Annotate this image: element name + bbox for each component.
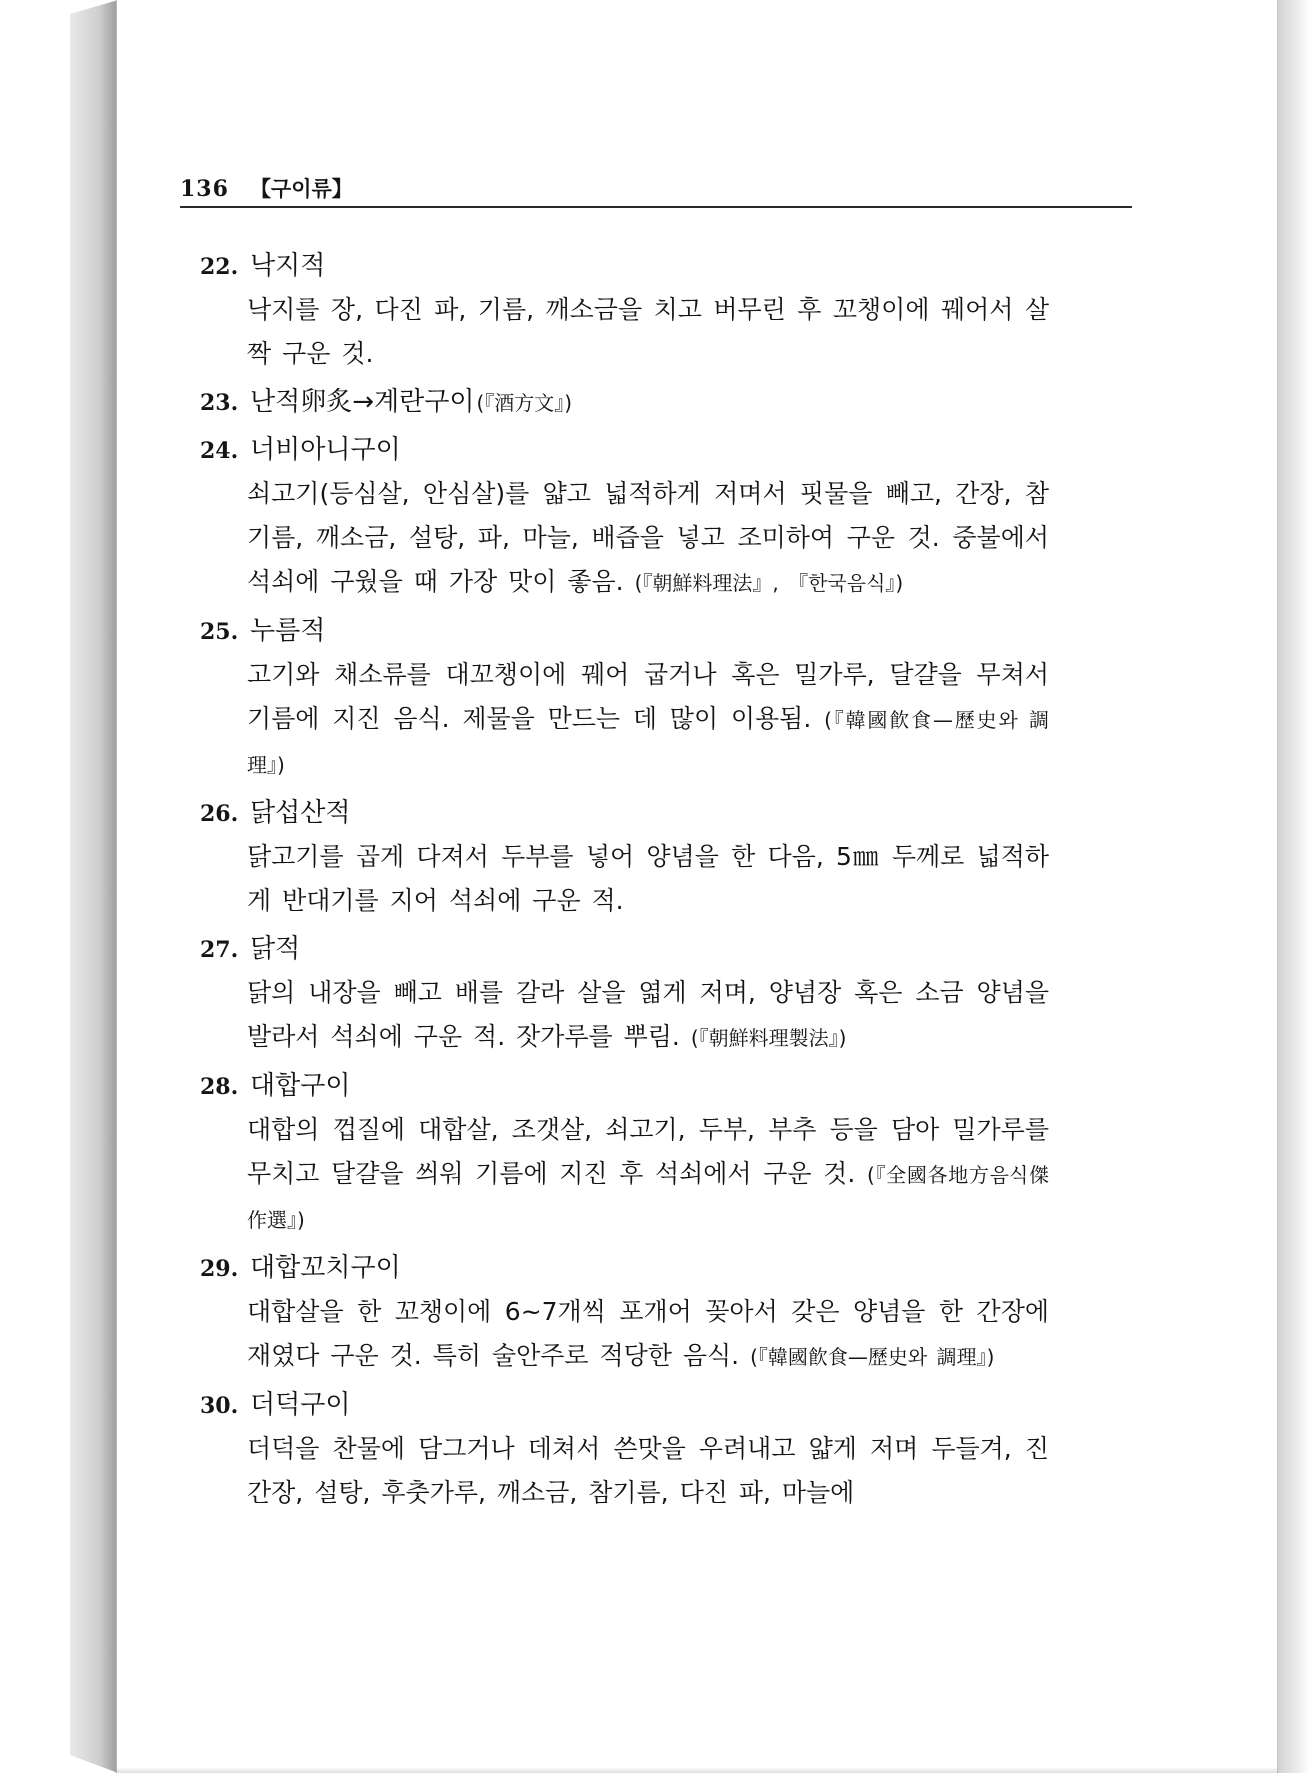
running-header — [180, 172, 1132, 208]
entry-title — [200, 1064, 1132, 1108]
entry-22 — [200, 244, 1132, 376]
entry-description — [247, 653, 1049, 787]
entry-description — [247, 1427, 1049, 1515]
entry-source-ref: (『全國各地方음식傑作選』) — [247, 1163, 1049, 1232]
entry-source-ref: (『韓國飮食—歷史와 調理』) — [750, 1345, 995, 1369]
entry-title — [200, 428, 1132, 472]
entry-description — [247, 472, 1049, 605]
entry-description — [247, 1290, 1049, 1379]
entry-27 — [200, 927, 1132, 1060]
entry-name: 낙지적 — [250, 251, 326, 281]
entry-24 — [200, 428, 1132, 605]
entry-name: 대합꼬치구이 — [250, 1253, 401, 1283]
entry-source-ref: (『韓國飮食—歷史와 調理』) — [247, 708, 1049, 777]
entry-30 — [200, 1383, 1132, 1515]
entry-number: 26. — [200, 801, 239, 827]
entry-name: 더덕구이 — [250, 1390, 351, 1420]
entry-description — [247, 971, 1049, 1060]
entry-description — [247, 288, 1049, 376]
entry-title — [200, 1246, 1132, 1290]
entry-list — [200, 244, 1132, 1519]
entry-25 — [200, 609, 1132, 787]
entry-name: 너비아니구이 — [250, 435, 401, 465]
entry-text: 낙지를 장, 다진 파, 기름, 깨소금을 치고 버무린 후 꼬챙이에 꿰어서 살짝 구운 것. — [247, 295, 1049, 368]
entry-text: 고기와 채소류를 대꼬챙이에 꿰어 굽거나 혹은 밀가루, 달걀을 무쳐서 기름에 지진 음식. 제물을 만드는 데 많이 이용됨. — [247, 660, 1049, 733]
entry-28 — [200, 1064, 1132, 1242]
entry-title — [200, 380, 1132, 424]
entry-text: 쇠고기(등심살, 안심살)를 얇고 넓적하게 저며서 핏물을 빼고, 간장, 참기름, 깨소금, 설탕, 파, 마늘, 배즙을 넣고 조미하여 구운 것. 중불에서 석쇠에 구웠을 때 가장 맛이 좋음. — [247, 479, 1049, 596]
entry-number: 25. — [200, 619, 239, 645]
entry-number: 22. — [200, 254, 239, 280]
entry-number: 23. — [200, 390, 239, 416]
entry-source-ref: (『朝鮮料理製法』) — [690, 1026, 847, 1050]
entry-description — [247, 1108, 1049, 1242]
entry-text: 닭의 내장을 빼고 배를 갈라 살을 엷게 저며, 양념장 혹은 소금 양념을 발라서 석쇠에 구운 적. 잣가루를 뿌림. — [247, 978, 1049, 1051]
entry-number: 24. — [200, 438, 239, 464]
page-stack-edge — [1276, 0, 1309, 1773]
entry-number: 30. — [200, 1393, 239, 1419]
entry-name: 난적卵炙→계란구이 — [250, 387, 475, 417]
entry-title — [200, 1383, 1132, 1427]
page-number: 136 — [180, 176, 229, 202]
entry-source-ref: (『酒方文』) — [476, 391, 573, 415]
entry-name: 누름적 — [250, 616, 326, 646]
entry-name: 닭적 — [250, 934, 301, 964]
entry-title — [200, 609, 1132, 653]
entry-number: 29. — [200, 1256, 239, 1282]
entry-text: 대합살을 한 꼬챙이에 6~7개씩 포개어 꽂아서 갖은 양념을 한 간장에 재였다 구운 것. 특히 술안주로 적당한 음식. — [247, 1297, 1049, 1370]
entry-description — [247, 835, 1049, 923]
entry-title — [200, 927, 1132, 971]
page-bottom-shadow — [116, 1767, 1278, 1773]
entry-name: 닭섭산적 — [250, 798, 351, 828]
entry-name: 대합구이 — [250, 1071, 351, 1101]
entry-text: 대합의 껍질에 대합살, 조갯살, 쇠고기, 두부, 부추 등을 담아 밀가루를 무치고 달걀을 씌워 기름에 지진 후 석쇠에서 구운 것. — [247, 1115, 1049, 1188]
entry-number: 28. — [200, 1074, 239, 1100]
entry-title — [200, 244, 1132, 288]
entry-29 — [200, 1246, 1132, 1379]
entry-23 — [200, 380, 1132, 424]
entry-text: 닭고기를 곱게 다져서 두부를 넣어 양념을 한 다음, 5㎜ 두께로 넓적하게 반대기를 지어 석쇠에 구운 적. — [247, 842, 1049, 915]
entry-number: 27. — [200, 937, 239, 963]
book-spine-edge — [70, 0, 118, 1773]
entry-title — [200, 791, 1132, 835]
entry-26 — [200, 791, 1132, 923]
entry-text: 더덕을 찬물에 담그거나 데쳐서 쓴맛을 우려내고 얇게 저며 두들겨, 진간장, 설탕, 후춧가루, 깨소금, 참기름, 다진 파, 마늘에 — [247, 1434, 1049, 1507]
section-title: 【구이류】 — [249, 177, 353, 201]
entry-source-ref: (『朝鮮料理法』, 『한국음식』) — [634, 571, 904, 595]
